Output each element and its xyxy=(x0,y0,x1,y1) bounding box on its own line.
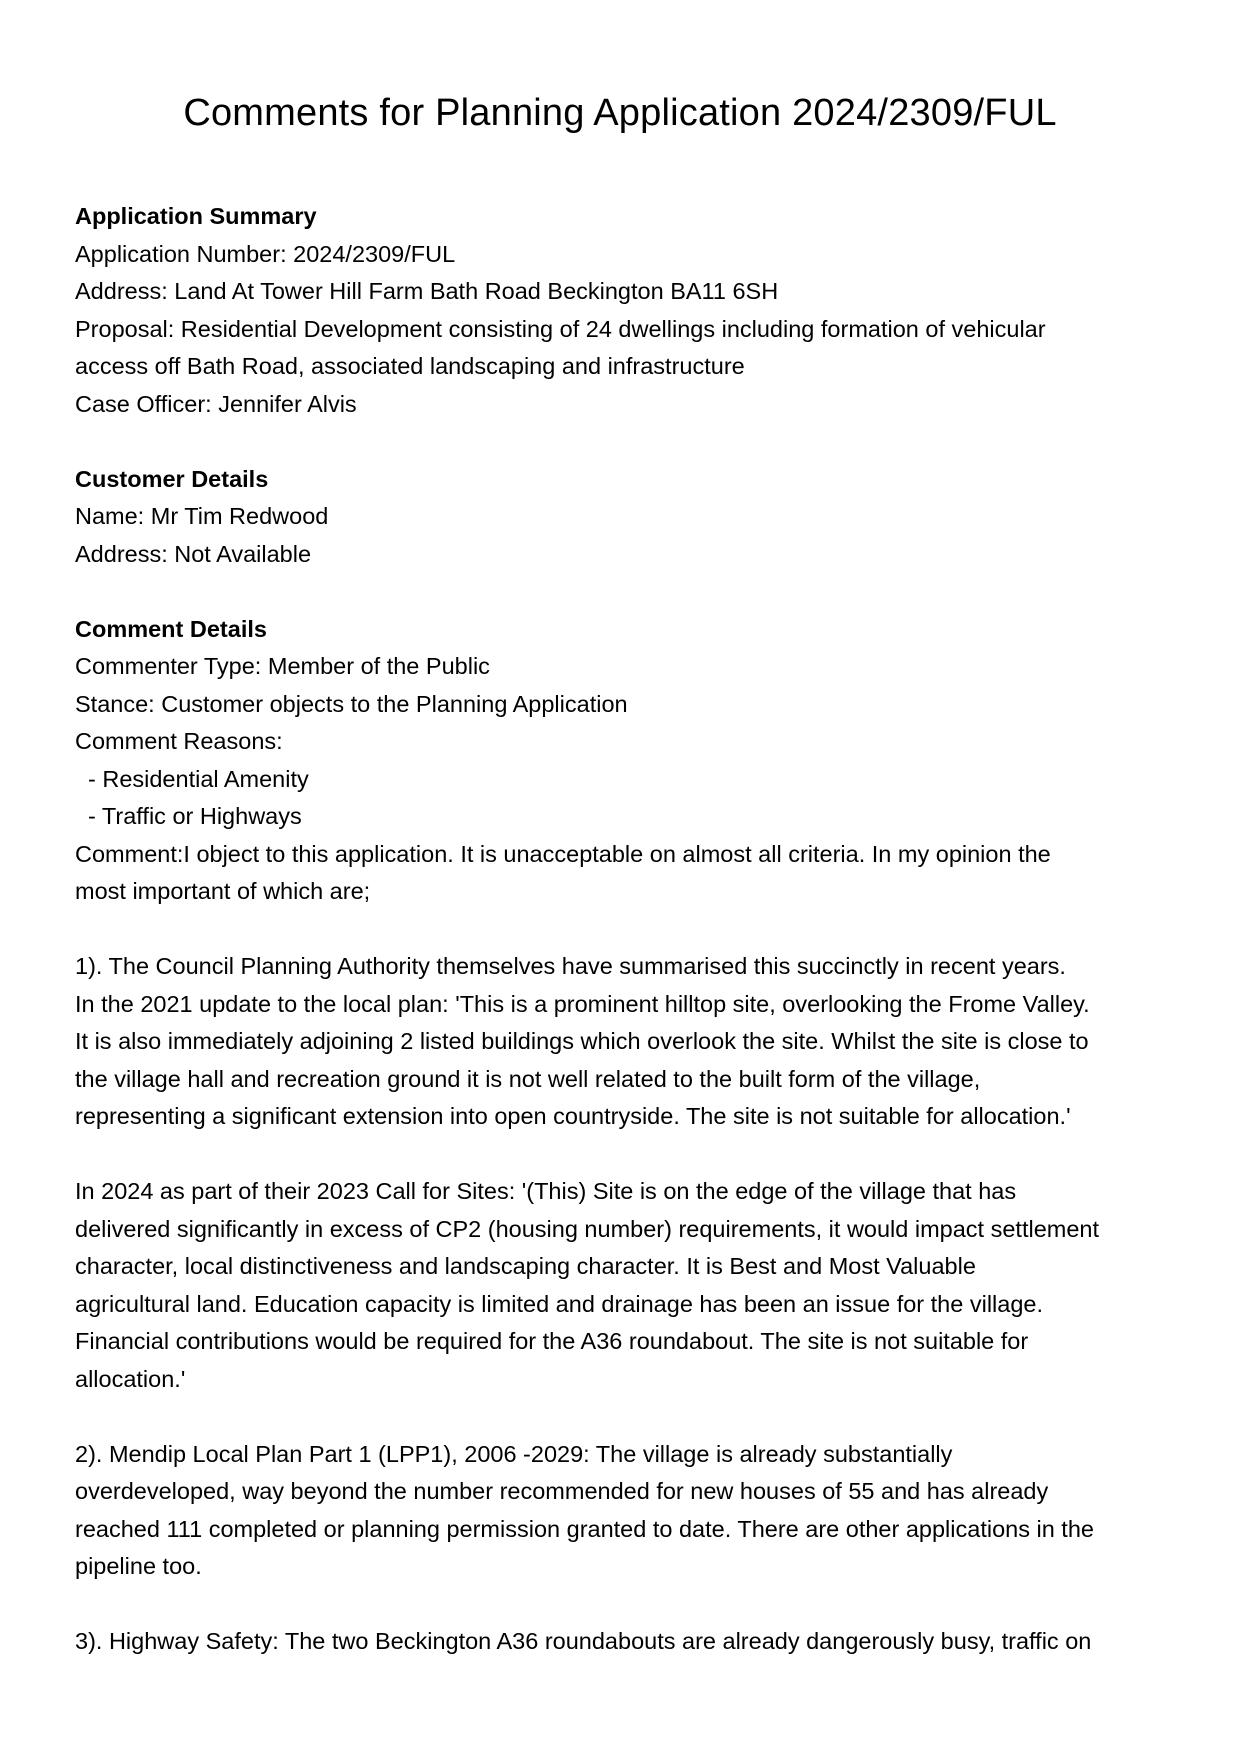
comment-text-line: most important of which are; xyxy=(75,878,371,904)
paragraph-line: In the 2021 update to the local plan: 'This is a prominent hilltop site, overlooking the Frome Valley. xyxy=(75,990,1090,1017)
paragraph-line: 1). The Council Planning Authority themselves have summarised this succinctly in recent years. xyxy=(75,953,1066,979)
paragraph-line: pipeline too. xyxy=(75,1553,202,1579)
commenter-type: Commenter Type: Member of the Public xyxy=(75,653,490,679)
comment-details-heading: Comment Details xyxy=(75,615,267,642)
comment-reason-item: - Residential Amenity xyxy=(88,765,309,792)
paragraph-line: the village hall and recreation ground it is not well related to the built form of the village, xyxy=(75,1065,981,1092)
paragraph-line: overdeveloped, way beyond the number recommended for new houses of 55 and has already xyxy=(75,1478,1049,1504)
paragraph-line: allocation.' xyxy=(75,1365,186,1392)
paragraph-line: It is also immediately adjoining 2 listed buildings which overlook the site. Whilst the site is close to xyxy=(75,1028,1089,1054)
comment-paragraph-3 xyxy=(75,1436,1175,1586)
paragraph-line: In 2024 as part of their 2023 Call for Sites: '(This) Site is on the edge of the village that has xyxy=(75,1178,1017,1204)
paragraph-line: 3). Highway Safety: The two Beckington A36 roundabouts are already dangerously busy, traffic on xyxy=(75,1628,1092,1654)
application-number: Application Number: 2024/2309/FUL xyxy=(75,240,456,267)
paragraph-line: Financial contributions would be required for the A36 roundabout. The site is not suitable for xyxy=(75,1328,1029,1354)
case-officer: Case Officer: Jennifer Alvis xyxy=(75,390,357,417)
comment-paragraph-4 xyxy=(75,1623,1175,1661)
customer-details-section xyxy=(75,461,1175,574)
comment-paragraph-2 xyxy=(75,1173,1175,1398)
application-summary-heading: Application Summary xyxy=(75,203,317,229)
paragraph-line: reached 111 completed or planning permission granted to date. There are other applications in the xyxy=(75,1515,1094,1542)
customer-details-heading: Customer Details xyxy=(75,465,269,492)
proposal-line: Proposal: Residential Development consisting of 24 dwellings including formation of vehicular xyxy=(75,315,1046,342)
customer-name: Name: Mr Tim Redwood xyxy=(75,503,329,529)
spacer xyxy=(75,1398,1175,1436)
spacer xyxy=(75,573,1175,611)
paragraph-line: representing a significant extension into open countryside. The site is not suitable for allocation.' xyxy=(75,1103,1071,1129)
comment-paragraph-1 xyxy=(75,948,1175,1136)
application-address: Address: Land At Tower Hill Farm Bath Road Beckington BA11 6SH xyxy=(75,278,779,304)
paragraph-line: character, local distinctiveness and landscaping character. It is Best and Most Valuable xyxy=(75,1253,976,1279)
paragraph-line: 2). Mendip Local Plan Part 1 (LPP1), 2006 -2029: The village is already substantially xyxy=(75,1440,953,1467)
comment-details-section xyxy=(75,611,1175,1661)
customer-address: Address: Not Available xyxy=(75,540,312,567)
spacer xyxy=(75,911,1175,949)
document-body xyxy=(75,198,1175,1661)
stance: Stance: Customer objects to the Planning Application xyxy=(75,690,628,717)
paragraph-line: delivered significantly in excess of CP2 (housing number) requirements, it would impact settlement xyxy=(75,1215,1100,1242)
paragraph-line: agricultural land. Education capacity is limited and drainage has been an issue for the village. xyxy=(75,1290,1043,1317)
comment-reasons-label: Comment Reasons: xyxy=(75,728,283,754)
spacer xyxy=(75,1136,1175,1174)
page-title: Comments for Planning Application 2024/2309/FUL xyxy=(183,92,1057,134)
application-summary-section xyxy=(75,198,1175,423)
comment-text-line: Comment:I object to this application. It is unacceptable on almost all criteria. In my opinion the xyxy=(75,840,1051,867)
spacer xyxy=(75,1586,1175,1624)
comment-reason-item: - Traffic or Highways xyxy=(88,803,302,829)
proposal-line: access off Bath Road, associated landscaping and infrastructure xyxy=(75,353,745,379)
spacer xyxy=(75,423,1175,461)
